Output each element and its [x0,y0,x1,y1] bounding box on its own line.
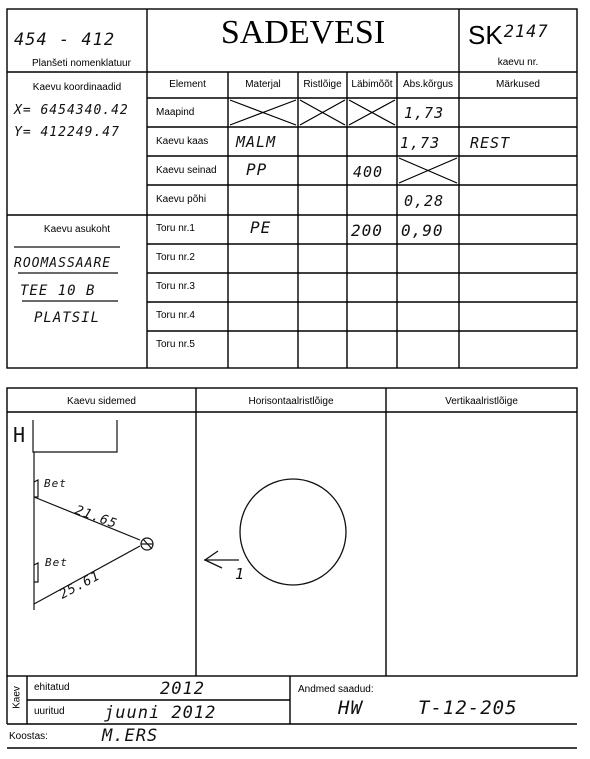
data-source-value-2: T-12-205 [418,697,518,719]
location-line-2: TEE 10 B [20,283,96,299]
col-header-notes: Märkused [496,79,540,90]
row-abs-height: 1,73 [400,134,441,152]
coordinate-y: Y= 412249.47 [14,125,120,140]
row-abs-height: 1,73 [404,104,445,122]
footer-side-label: Kaev [11,686,23,709]
nomenclature-label: Planšeti nomenklatuur [32,58,131,69]
col-header-cross-section: Ristlõige [303,79,342,90]
col-header-diameter: Läbimõõt [351,79,393,90]
surveyed-value: juuni 2012 [104,703,217,723]
surveyed-label: uuritud [34,706,65,717]
row-element: Toru nr.5 [156,339,195,350]
well-number-prefix: SK [468,20,503,50]
sketch-distance-lower: 25.61 [57,568,104,603]
data-source-label: Andmed saadud: [298,684,374,695]
page-title: SADEVESI [220,14,386,51]
location-line-3: PLATSIL [34,310,101,326]
sketch-bet-lower: Bet [45,556,68,569]
row-diameter: 200 [351,221,383,240]
row-element: Maapind [156,107,195,118]
sketch-corner-letter: H [13,423,27,447]
well-number [468,20,549,51]
pipe-number-label: 1 [235,565,246,583]
sketch-bet-upper: Bet [44,477,67,490]
row-element: Toru nr.3 [156,281,195,292]
nomenclature-value: 454 - 412 [14,30,116,50]
row-notes: REST [470,134,511,152]
sketch-distance-upper: 21.65 [72,502,120,533]
col-header-element: Element [169,79,206,90]
built-value: 2012 [160,679,205,699]
vertical-section-label: Vertikaalristlõige [445,396,518,407]
data-source-value-1: HW [338,697,363,719]
well-circle [240,479,346,585]
col-header-material: Materjal [245,79,281,90]
well-number-value: 2147 [503,22,549,42]
horizontal-section-label: Horisontaalristlõige [248,396,334,407]
row-element: Toru nr.2 [156,252,195,263]
coordinate-x: X= 6454340.42 [14,103,129,118]
compiled-value: M.ERS [102,726,159,746]
row-abs-height: 0,28 [404,192,445,210]
row-material: PP [246,160,268,179]
location-label: Kaevu asukoht [43,224,111,235]
well-number-label: kaevu nr. [497,57,539,68]
coordinates-label: Kaevu koordinaadid [32,82,122,93]
row-element: Kaevu seinad [156,165,217,176]
built-label: ehitatud [34,682,70,693]
compiled-label: Koostas: [9,731,48,742]
row-element: Kaevu põhi [156,194,207,205]
col-header-abs-height: Abs.kõrgus [402,79,454,90]
row-element: Kaevu kaas [156,136,209,147]
row-material: PE [250,218,272,237]
row-diameter: 400 [353,163,384,181]
location-line-1: ROOMASSAARE [14,256,112,271]
links-section-label: Kaevu sidemed [67,396,136,407]
row-abs-height: 0,90 [401,221,444,240]
row-element: Toru nr.4 [156,310,195,321]
row-material: MALM [236,133,277,151]
row-element: Toru nr.1 [156,223,195,234]
